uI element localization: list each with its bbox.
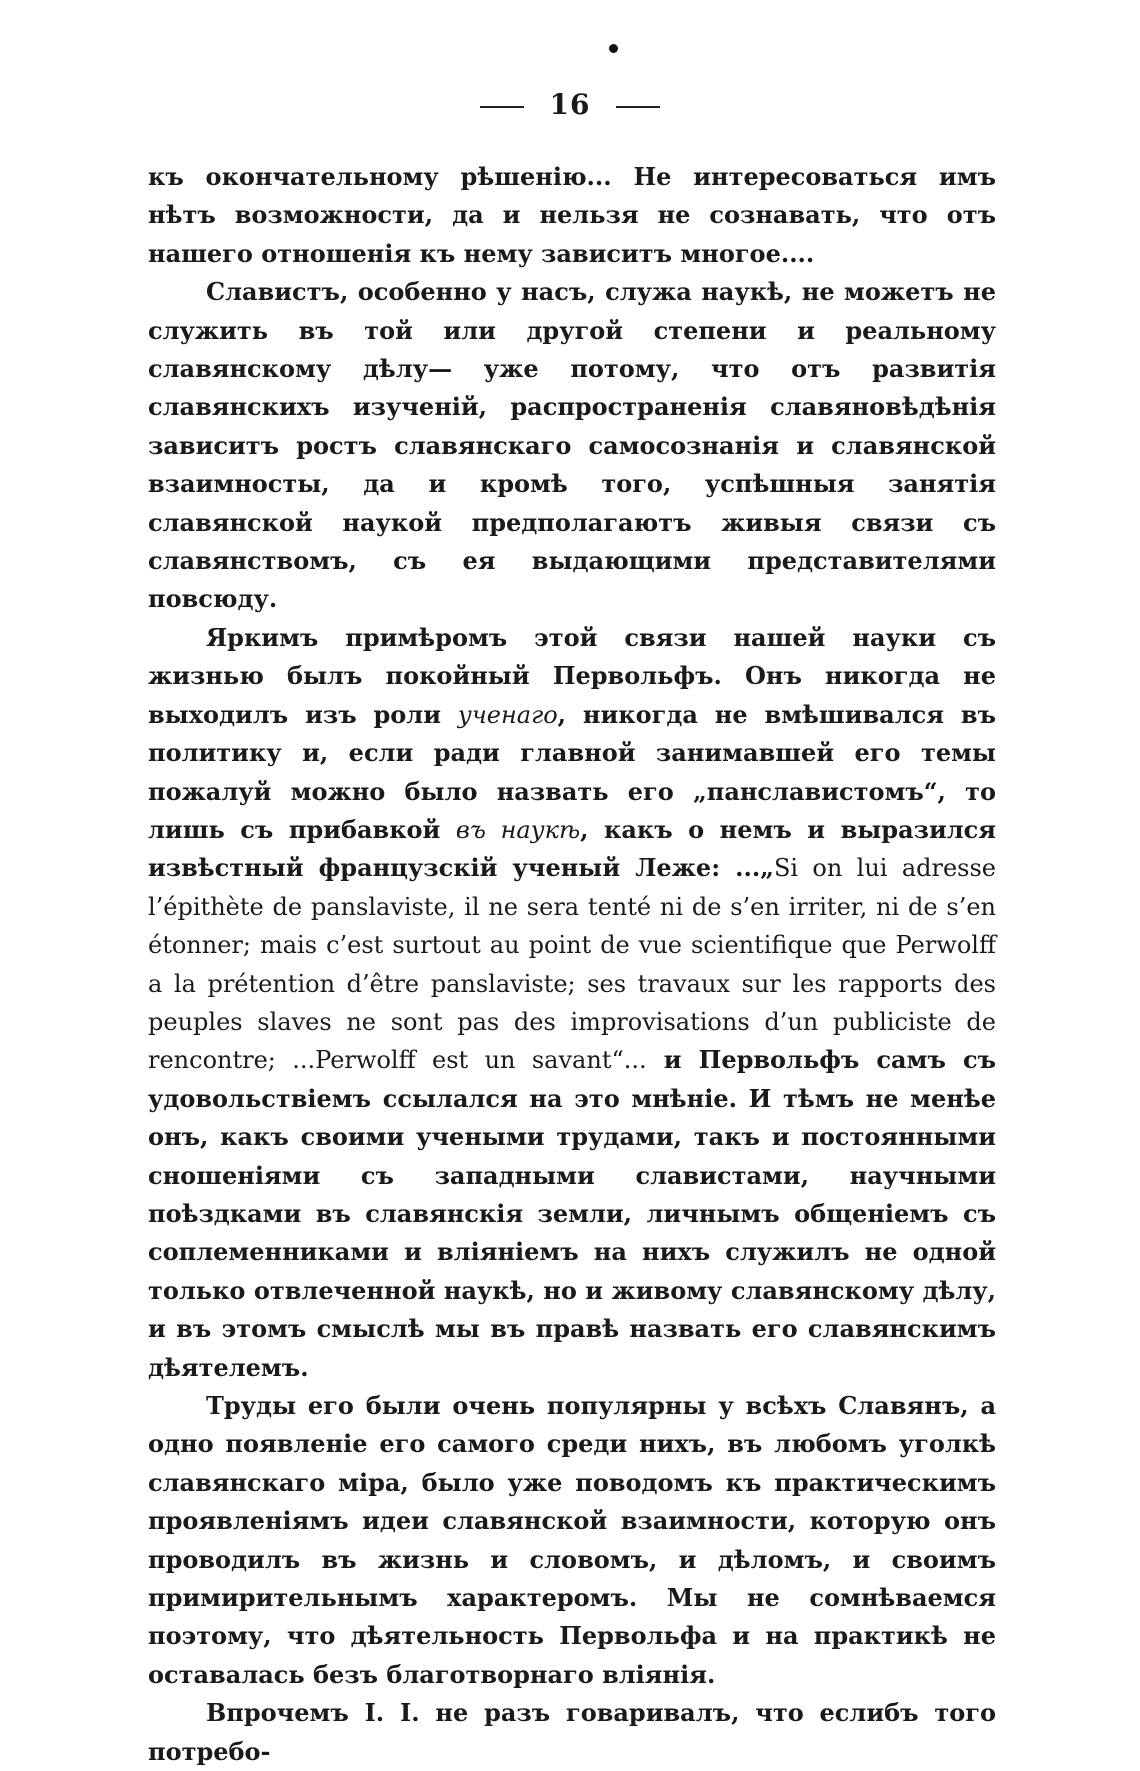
- paragraph-perwolff-part4: и Первольфъ самъ съ удовольствіемъ ссылался на это мнѣніе. И тѣмъ не менѣе онъ, какъ своими учеными трудами, такъ и постоянными сношеніями съ западными славистами, научными поѣздками въ славянскія земли, личнымъ общеніемъ съ соплеменниками и вліяніемъ на нихъ служилъ не одной только отвлеченной наукѣ, но и живому славянскому дѣлу, и въ этомъ смыслѣ мы въ правѣ назвать его славянскимъ дѣятелемъ.: [148, 1045, 996, 1382]
- header-dash-right: [616, 106, 660, 108]
- paragraph-perwolff-part1: Яркимъ примѣромъ этой связи нашей науки съ жизнью былъ покойный Первольфъ. Онъ никогда не выходилъ изъ роли: [148, 622, 996, 729]
- italic-uchenago: ученаго: [457, 700, 558, 729]
- paragraph-slavist: Славистъ, особенно у насъ, служа наукѣ, не можетъ не служить въ той или другой степени и реальному славянскому дѣлу— уже потому, что отъ развитія славянскихъ изученій, распространенія славяновѣдѣнія зависитъ ростъ славянскаго самосознанія и славянской взаимносты, да и кромѣ того, успѣшныя занятія славянской наукой предполагаютъ живыя связи съ славянствомъ, съ ея выдающими представителями повсюду.: [148, 277, 996, 614]
- italic-v-nauke: въ наукѣ: [455, 815, 581, 844]
- paragraph-perwolff-part3: , какъ о немъ и выразился извѣстный французскій ученый Леже: ...„: [148, 814, 997, 883]
- header-dash-left: [480, 106, 524, 108]
- paragraph-vprochem: Впрочемъ I. I. не разъ говаривалъ, что еслибъ того потребо-: [148, 1698, 996, 1766]
- page-number: 16: [549, 88, 591, 121]
- paragraph-perwolff: [148, 619, 996, 1387]
- page-number-header: [0, 88, 1140, 121]
- page-body-text: [148, 158, 996, 1771]
- printer-mark-dot: [609, 44, 618, 53]
- french-quotation: Si on lui adresse l’épithète de panslaviste, il ne sera tenté ni de s’en irriter, ni de s’en étonner; mais c’est surtout au point de vue scientifique que Perwolff a la prétention d’être panslaviste; ses travaux sur les rapports des peuples slaves ne sont pas des improvisations d’un publiciste de rencontre; ...Perwolff est un savant“...: [148, 854, 996, 1075]
- paragraph-continuation: къ окончательному рѣшенію... Не интересоваться имъ нѣтъ возможности, да и нельзя не сознавать, что отъ нашего отношенія къ нему зависитъ многое....: [148, 162, 996, 268]
- paragraph-perwolff-part2: , никогда не вмѣшивался въ политику и, если ради главной занимавшей его темы пожалуй можно было назвать его „панславистомъ“, то лишь съ прибавкой: [148, 699, 996, 844]
- paragraph-popularity: Труды его были очень популярны у всѣхъ Славянъ, а одно появленіе его самого среди нихъ, въ любомъ уголкѣ славянскаго міра, было уже поводомъ къ практическимъ проявленіямъ идеи славянской взаимности, которую онъ проводилъ въ жизнь и словомъ, и дѣломъ, и своимъ примирительнымъ характеромъ. Мы не сомнѣваемся поэтому, что дѣятельность Первольфа и на практикѣ не оставалась безъ благотворнаго вліянія.: [148, 1391, 996, 1689]
